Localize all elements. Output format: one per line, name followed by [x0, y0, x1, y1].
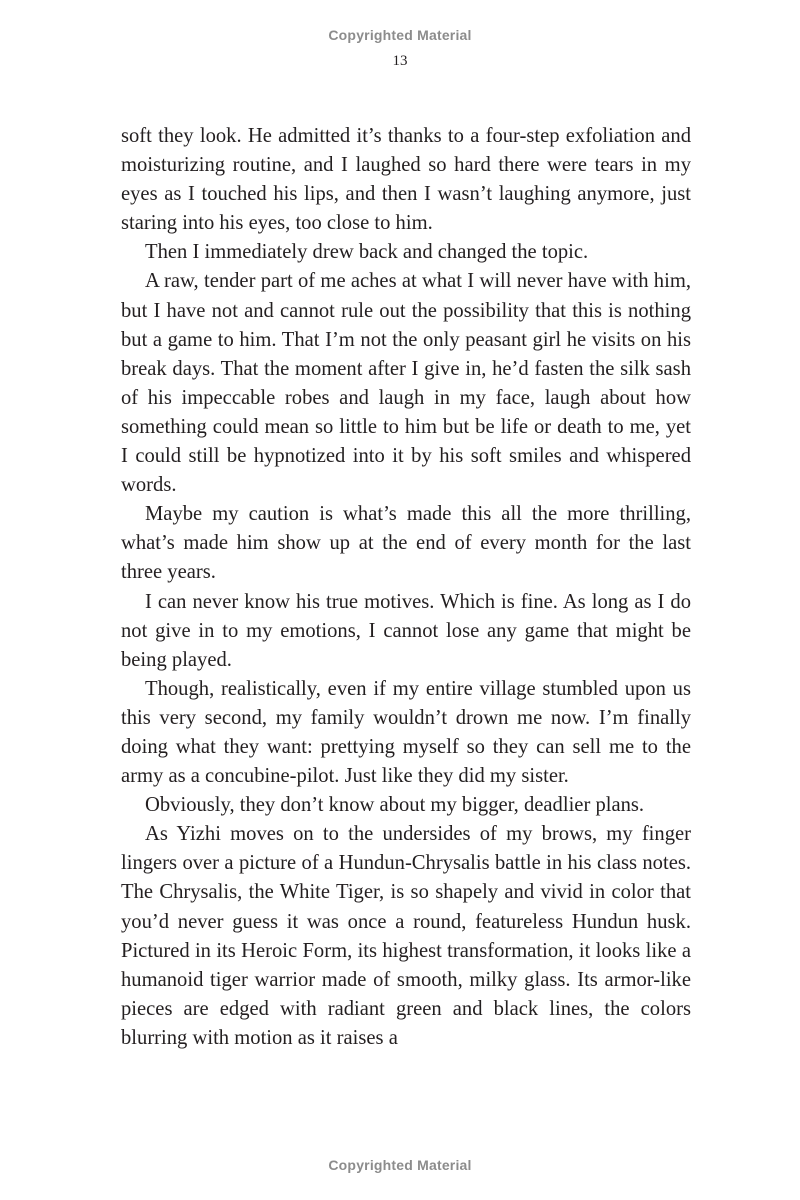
page-body-text: [121, 122, 691, 1053]
paragraph: I can never know his true motives. Which is fine. As long as I do not give in to my emotions, I cannot lose any game that might be being played.: [121, 590, 691, 671]
paragraph: As Yizhi moves on to the undersides of my brows, my finger lingers over a picture of a Hundun-Chrysalis battle in his class notes. The Chrysalis, the White Tiger, is so shapely and vivid in color that you’d never guess it was once a round, featureless Hundun husk. Pictured in its Heroic Form, its highest transformation, it looks like a humanoid tiger warrior made of smooth, milky glass. Its armor-like pieces are edged with radiant green and black lines, the colors blurring with motion as it raises a: [121, 823, 691, 1049]
paragraph: A raw, tender part of me aches at what I will never have with him, but I have not and cannot rule out the possibility that this is nothing but a game to him. That I’m not the only peasant girl he visits on his break days. That the moment after I give in, he’d fasten the silk sash of his impeccable robes and laugh in my face, laugh about how something could mean so little to him but be life or death to me, yet I could still be hypnotized into it by his soft smiles and whispered words.: [121, 270, 691, 497]
copyright-watermark-bottom: Copyrighted Material: [328, 1157, 472, 1173]
paragraph: Though, realistically, even if my entire village stumbled upon us this very second, my family wouldn’t drown me now. I’m finally doing what they want: prettying myself so they can sell me to the army as a concubine-pilot. Just like they did my sister.: [121, 677, 691, 788]
page-number: 13: [392, 53, 408, 69]
paragraph: Maybe my caution is what’s made this all the more thrilling, what’s made him show up at the end of every month for the last three years.: [121, 503, 691, 584]
paragraph: soft they look. He admitted it’s thanks to a four-step exfoliation and moisturizing routine, and I laughed so hard there were tears in my eyes as I touched his lips, and then I wasn’t laughing anymore, just staring into his eyes, too close to him.: [121, 125, 691, 235]
copyright-watermark-top: Copyrighted Material: [328, 27, 472, 43]
paragraph: Obviously, they don’t know about my bigger, deadlier plans.: [145, 794, 645, 817]
paragraph: Then I immediately drew back and changed the topic.: [145, 241, 589, 264]
